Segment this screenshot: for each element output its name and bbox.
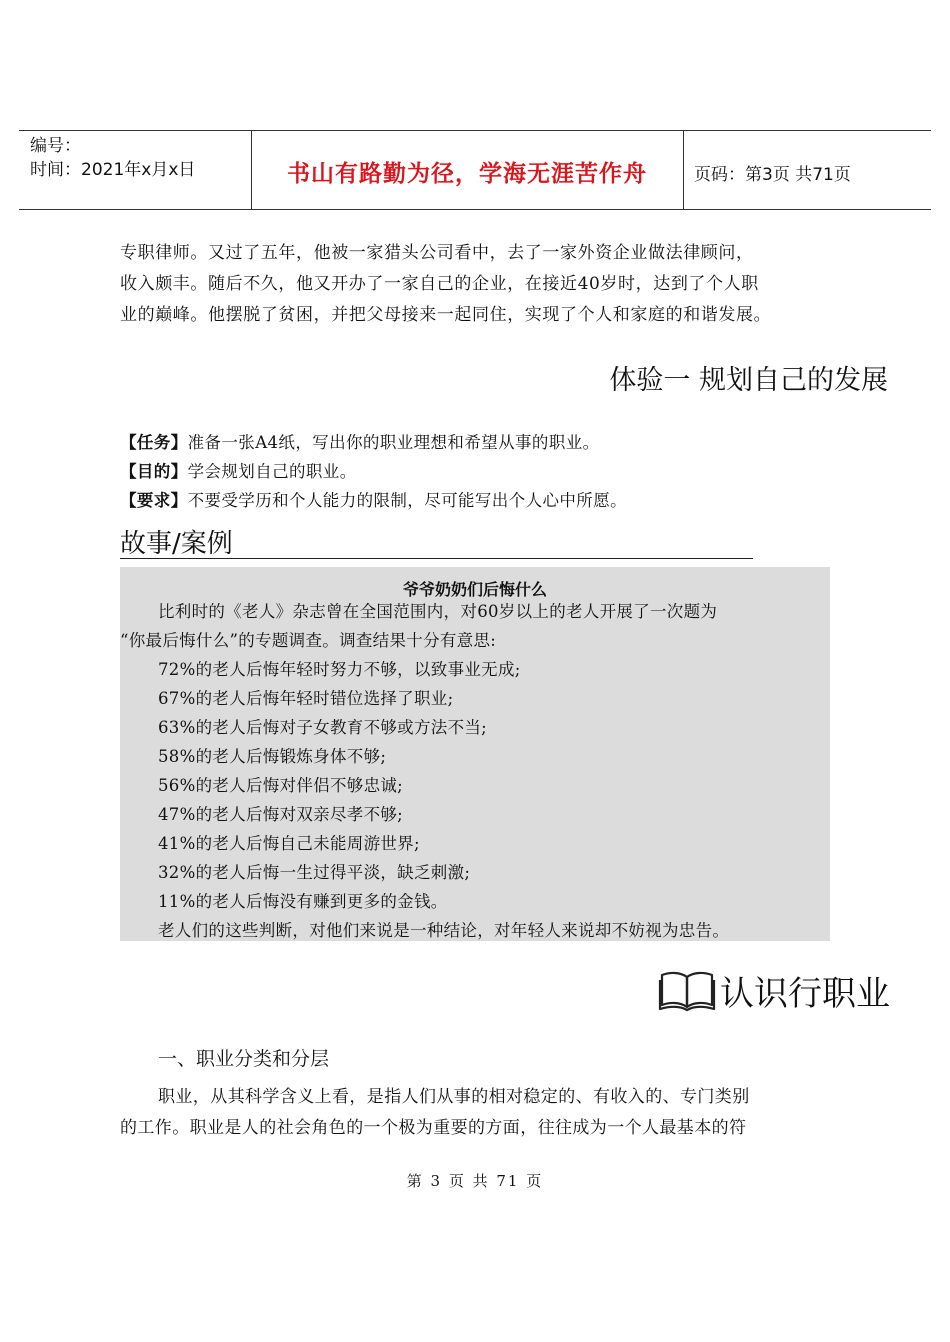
intro-line: 专职律师。又过了五年，他被一家猎头公司看中，去了一家外资企业做法律顾问， <box>120 243 754 263</box>
story-line: 56%的老人后悔对伴侣不够忠诚; <box>158 776 404 795</box>
experience-instructions <box>120 428 840 515</box>
header-page-label: 页码：第3页 共71页 <box>694 165 851 185</box>
knowledge-line: 的工作。职业是人的社会角色的一个极为重要的方面，往往成为一个人最基本的符 <box>120 1118 747 1138</box>
story-line: 72%的老人后悔年轻时努力不够，以致事业无成; <box>158 660 521 679</box>
header-divider-right <box>683 130 684 209</box>
knowledge-heading <box>658 965 890 1015</box>
goal-row <box>120 457 840 486</box>
intro-line: 业的巅峰。他摆脱了贫困，并把父母接来一起同住，实现了个人和家庭的和谐发展。 <box>120 305 772 325</box>
task-row <box>120 428 840 457</box>
requirement-row <box>120 486 840 515</box>
intro-paragraph <box>120 238 836 331</box>
intro-line: 收入颇丰。随后不久，他又开办了一家自己的企业，在接近40岁时，达到了个人职 <box>120 274 759 294</box>
header-bottom-rule <box>19 209 931 210</box>
story-section-rule <box>120 558 753 559</box>
knowledge-paragraph <box>120 1082 836 1144</box>
story-line: “你最后悔什么”的专题调查。调查结果十分有意思: <box>120 631 497 650</box>
story-box <box>120 567 830 941</box>
story-title: 爷爷奶奶们后悔什么 <box>402 580 547 599</box>
task-tag: 【任务】 <box>120 433 188 452</box>
story-section-title: 故事/案例 <box>120 529 233 559</box>
header-meta <box>30 134 195 182</box>
header-top-rule <box>19 130 931 131</box>
story-body <box>120 597 830 945</box>
requirement-text: 不要受学历和个人能力的限制，尽可能写出个人心中所愿。 <box>187 491 628 510</box>
requirement-tag: 【要求】 <box>120 491 188 510</box>
page-footer: 第 3 页 共 71 页 <box>406 1172 544 1190</box>
knowledge-line: 职业，从其科学含义上看，是指人们从事的相对稳定的、有收入的、专门类别 <box>158 1087 750 1107</box>
story-line: 67%的老人后悔年轻时错位选择了职业; <box>158 689 454 708</box>
story-line: 老人们的这些判断，对他们来说是一种结论，对年轻人来说却不妨视为忠告。 <box>158 921 730 940</box>
book-icon <box>658 968 716 1012</box>
section-heading: 一、职业分类和分层 <box>158 1048 330 1070</box>
goal-text: 学会规划自己的职业。 <box>187 462 357 481</box>
task-text: 准备一张A4纸，写出你的职业理想和希望从事的职业。 <box>187 433 600 452</box>
story-line: 11%的老人后悔没有赚到更多的金钱。 <box>158 892 448 911</box>
story-line: 32%的老人后悔一生过得平淡，缺乏刺激; <box>158 863 471 882</box>
story-line: 63%的老人后悔对子女教育不够或方法不当; <box>158 718 488 737</box>
story-line: 比利时的《老人》杂志曾在全国范围内，对60岁以上的老人开展了一次题为 <box>158 602 718 621</box>
time-label: 时间：2021年x月x日 <box>30 160 196 180</box>
header-motto: 书山有路勤为径，学海无涯苦作舟 <box>287 161 647 187</box>
story-line: 41%的老人后悔自己未能周游世界; <box>158 834 420 853</box>
experience-title: 体验一 规划自己的发展 <box>609 365 888 396</box>
goal-tag: 【目的】 <box>120 462 188 481</box>
number-label: 编号： <box>30 136 81 156</box>
story-line: 58%的老人后悔锻炼身体不够; <box>158 747 387 766</box>
story-line: 47%的老人后悔对双亲尽孝不够; <box>158 805 404 824</box>
knowledge-title: 认识行职业 <box>720 973 890 1014</box>
